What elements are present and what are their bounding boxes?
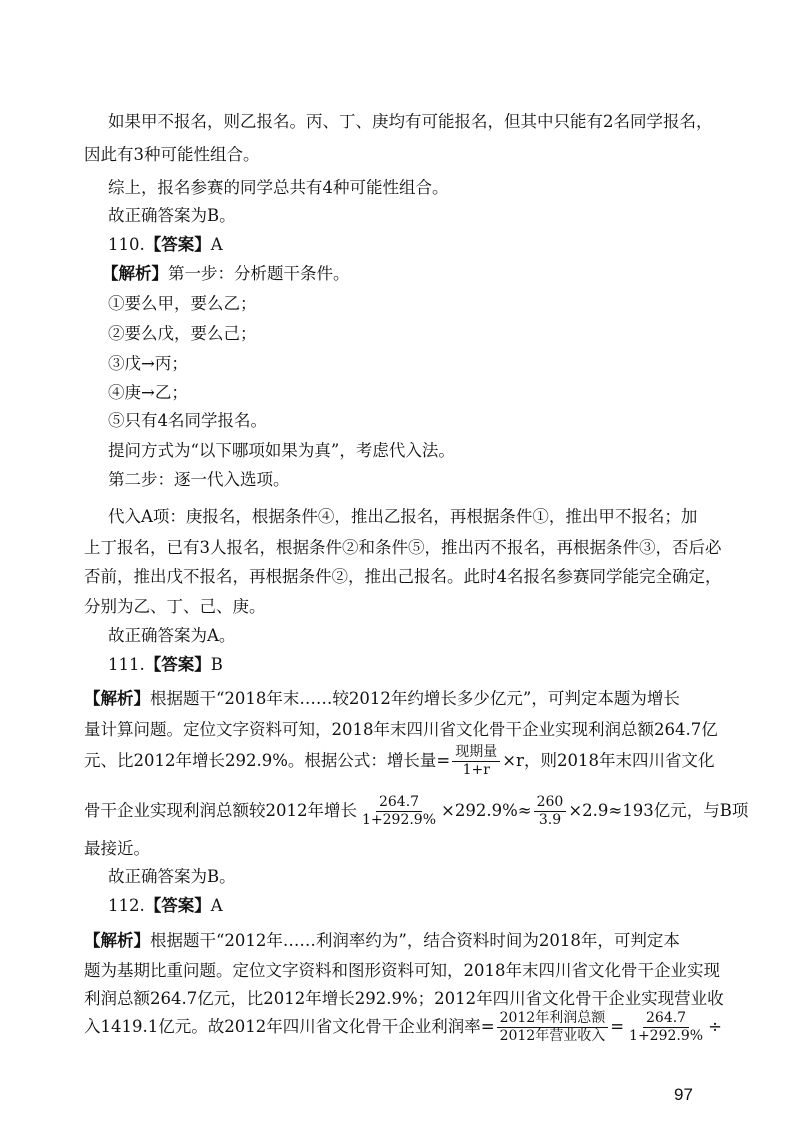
formula-line	[84, 794, 748, 829]
fraction-denominator: 1+292.9%	[362, 812, 437, 828]
text-line: 故正确答案为B。	[108, 206, 236, 225]
analysis-line	[84, 688, 680, 710]
analysis-text: 第一步：分析题干条件。	[168, 264, 350, 283]
fraction-numerator: 2012年利润总额	[497, 1010, 609, 1028]
fraction-numerator: 260	[534, 794, 567, 812]
formula-text: ×2.9≈193亿元，与B项	[568, 801, 749, 820]
question-number: 111.	[108, 655, 145, 674]
formula-text: ×r，则2018年末四川省文化	[502, 751, 715, 770]
fraction-numerator: 264.7	[643, 1010, 689, 1028]
analysis-tag: 【解析】	[84, 931, 150, 950]
fraction	[497, 1010, 609, 1045]
text-line: 综上，报名参赛的同学总共有4种可能性组合。	[108, 178, 449, 197]
formula-line	[84, 744, 714, 779]
question-111-header	[108, 654, 223, 676]
text-line: 代入A项：庚报名，根据条件④，推出乙报名，再根据条件①，推出甲不报名；加	[108, 507, 698, 526]
text-line: 第二步：逐一代入选项。	[108, 470, 290, 489]
fraction-denominator: 1+r	[462, 762, 490, 778]
question-number: 112.	[108, 896, 145, 915]
formula-text: 入1419.1亿元。故2012年四川省文化骨干企业利润率=	[84, 1017, 495, 1036]
formula-text: =	[610, 1017, 625, 1036]
analysis-line	[102, 263, 350, 285]
answer-tag: 【答案】	[144, 896, 211, 915]
fraction	[452, 744, 500, 779]
formula-text: ÷	[708, 1017, 722, 1036]
answer-tag: 【答案】	[144, 655, 211, 674]
text-line: 故正确答案为A。	[108, 626, 236, 645]
formula-text: 骨干企业实现利润总额较2012年增长	[84, 801, 357, 820]
answer-tag: 【答案】	[144, 235, 211, 254]
text-line: 最接近。	[84, 839, 150, 858]
page-number: 97	[674, 1085, 693, 1104]
text-line: 因此有3种可能性组合。	[84, 145, 260, 164]
formula-line	[84, 1010, 722, 1045]
question-110-header	[108, 234, 223, 256]
analysis-line	[84, 930, 680, 952]
fraction-numerator: 现期量	[452, 744, 500, 762]
condition-4: ④庚→乙；	[108, 383, 188, 402]
question-number: 110.	[108, 235, 145, 254]
text-line: 题为基期比重问题。定位文字资料和图形资料可知，2018年末四川省文化骨干企业实现	[84, 961, 720, 980]
analysis-tag: 【解析】	[84, 689, 150, 708]
fraction	[626, 1010, 706, 1045]
text-line: 上丁报名，已有3人报名，根据条件②和条件⑤，推出丙不报名，再根据条件③，否后必	[84, 538, 722, 557]
condition-3: ③戊→丙；	[108, 354, 188, 373]
analysis-tag: 【解析】	[102, 264, 168, 283]
text-line: 如果甲不报名，则乙报名。丙、丁、庚均有可能报名，但其中只能有2名同学报名，	[108, 112, 713, 131]
answer-value: A	[210, 896, 223, 915]
text-line: 故正确答案为B。	[108, 867, 236, 886]
condition-5: ⑤只有4名同学报名。	[108, 411, 267, 430]
fraction-denominator: 3.9	[538, 812, 562, 828]
text-line: 量计算问题。定位文字资料可知，2018年末四川省文化骨干企业实现利润总额264.7亿	[84, 720, 718, 739]
fraction	[534, 794, 567, 829]
condition-1: ①要么甲，要么乙；	[108, 294, 257, 313]
analysis-text: 根据题干“2018年末……较2012年约增长多少亿元”，可判定本题为增长	[150, 689, 680, 708]
text-line: 否前，推出戊不报名，再根据条件②，推出己报名。此时4名报名参赛同学能完全确定，	[84, 567, 722, 586]
fraction	[359, 794, 439, 829]
formula-text: ×292.9%≈	[441, 801, 532, 820]
analysis-text: 根据题干“2012年……利润率约为”，结合资料时间为2018年，可判定本	[150, 931, 680, 950]
answer-value: A	[210, 235, 223, 254]
fraction-denominator: 2012年营业收入	[499, 1028, 606, 1044]
fraction-denominator: 1+292.9%	[629, 1028, 704, 1044]
fraction-numerator: 264.7	[376, 794, 422, 812]
question-112-header	[108, 895, 223, 917]
formula-text: 元、比2012年增长292.9%。根据公式：增长量=	[84, 751, 451, 770]
answer-value: B	[210, 655, 223, 674]
text-line: 分别为乙、丁、己、庚。	[84, 597, 266, 616]
text-line: 利润总额264.7亿元，比2012年增长292.9%；2012年四川省文化骨干企业实现营业收	[84, 989, 724, 1008]
text-line: 提问方式为“以下哪项如果为真”，考虑代入法。	[108, 441, 455, 460]
condition-2: ②要么戊，要么己；	[108, 324, 257, 343]
